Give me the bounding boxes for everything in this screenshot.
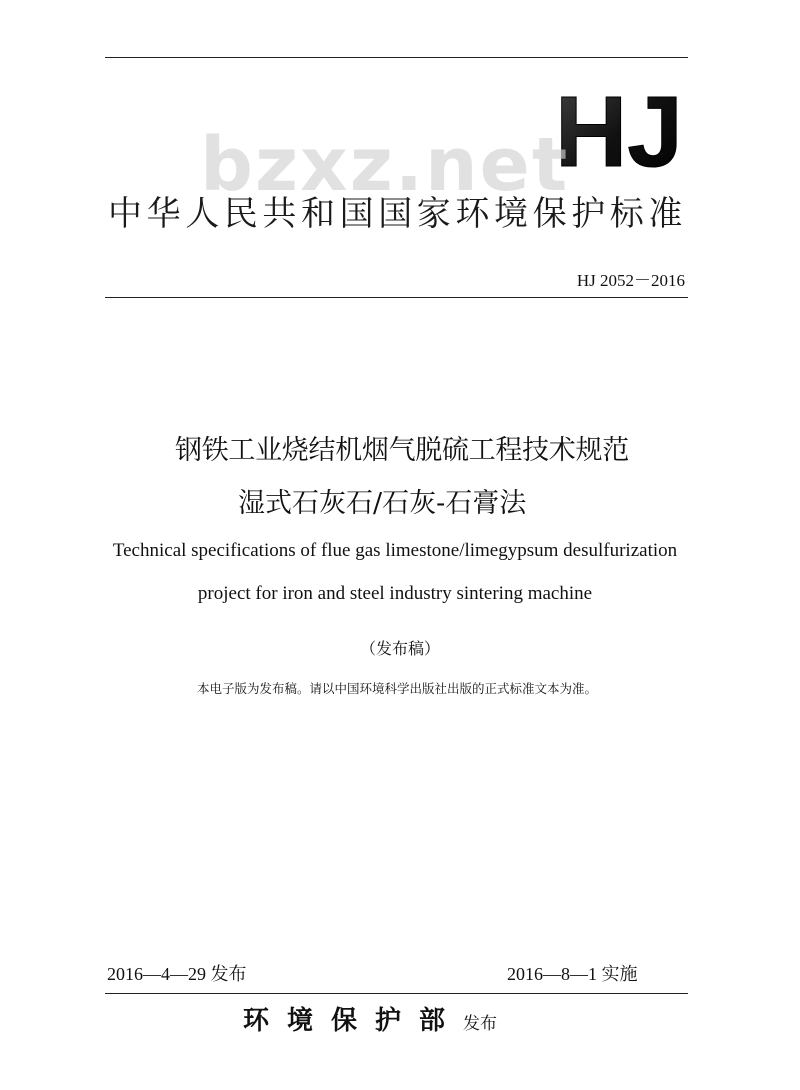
title-chinese-line-2: 湿式石灰石/石灰-石膏法 [238,488,527,519]
publisher-suffix: 发布 [463,1014,498,1034]
title-english-line-1: Technical specifications of flue gas limestone/limegypsum desulfurization [112,540,678,561]
top-rule [105,57,688,58]
title-english-line-2: project for iron and steel industry sintering machine [197,583,593,604]
publisher-line [243,1000,497,1037]
issue-date: 2016—4—29 发布 [107,964,247,984]
header-rule [105,297,688,298]
footer-rule [105,993,688,994]
title-chinese-line-1: 钢铁工业烧结机烟气脱硫工程技术规范 [175,435,629,466]
edition-note: 本电子版为发布稿。请以中国环境科学出版社出版的正式标准文本为准。 [196,681,597,696]
implementation-date: 2016—8—1 实施 [507,964,638,984]
svg-text:HJ: HJ [555,88,683,170]
watermark-text: bzxz.net [200,122,570,208]
draft-label: （发布稿） [359,639,440,658]
hj-logo [555,88,685,170]
publisher-name: 环境保护部 [243,1006,464,1036]
standard-code: HJ 2052－2016 [576,271,685,290]
issuing-organization: 中华人民共和国国家环境保护标准 [108,194,687,234]
